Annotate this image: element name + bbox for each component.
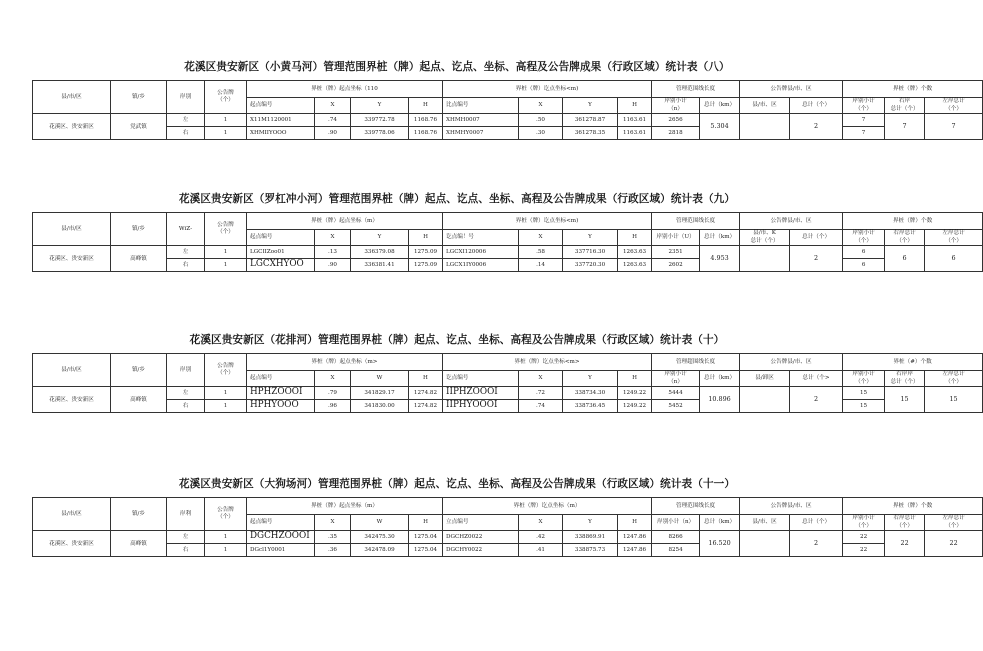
left-total-header-line1: 左岸总计 — [942, 515, 965, 521]
notice-sub-cell — [740, 114, 790, 140]
end-h-cell: 1249.22 — [618, 400, 652, 413]
bank-length-cell: 2602 — [652, 259, 700, 272]
bank-length-header-line2: （n） — [668, 378, 683, 385]
county-cell: 花溪区、贵安新区 — [33, 246, 111, 272]
notice-total-cell: 2 — [790, 531, 843, 557]
end-y-cell: 338875.73 — [563, 544, 618, 557]
notice-sub-header-line1: 县/市、区 — [752, 101, 777, 108]
start-h-cell: 1275.04 — [409, 531, 443, 544]
notice-count-header-line1: 公告牌 — [217, 506, 234, 513]
right-total-header — [885, 515, 925, 531]
town-header: 镇/乡 — [111, 81, 167, 114]
bank-cell: 左 — [167, 387, 205, 400]
notice-total-header: 总计（个） — [790, 98, 843, 114]
town-header: 镇/乡 — [111, 498, 167, 531]
right-total-cell: 7 — [885, 114, 925, 140]
start-h-header: H — [409, 515, 443, 531]
start-y-cell: 342475.30 — [351, 531, 409, 544]
table-title: 花溪区贵安新区（罗杠冲小河）管理范围界桩（牌）起点、讫点、坐标、高程及公告牌成果（行政区域）统计表（九） — [178, 193, 736, 205]
town-cell: 高峰镇 — [111, 246, 167, 272]
end-h-cell: 1247.86 — [618, 544, 652, 557]
end-x-cell: .30 — [519, 127, 563, 140]
start-y-cell: 339778.06 — [351, 127, 409, 140]
left-total-cell: 15 — [925, 387, 983, 413]
table-title: 花溪区贵安新区（大狗场河）管理范围界桩（牌）起点、讫点、坐标、高程及公告牌成果（行政区域）统计表（十一） — [178, 478, 736, 490]
notice-sub-cell — [740, 246, 790, 272]
start-x-cell: .35 — [315, 531, 351, 544]
end-coords-header: 界桩（牌）讫点坐标<m) — [443, 81, 652, 98]
notice-region-header: 公告牌县/市、区 — [740, 498, 843, 515]
end-y-cell: 338734.30 — [563, 387, 618, 400]
notice-cell: 1 — [205, 544, 247, 557]
notice-count-header — [205, 213, 247, 246]
right-total-cell: 15 — [885, 387, 925, 413]
town-header: 镇/乡 — [111, 354, 167, 387]
notice-cell: 1 — [205, 114, 247, 127]
left-total-header-line1: 左岸总计 — [942, 98, 965, 104]
end-no-cell: LGCXI120006 — [443, 246, 519, 259]
table-section — [32, 476, 965, 557]
stats-table — [32, 80, 983, 140]
right-total-header-line1: 右岸岸 — [896, 371, 913, 377]
bank-stake-header-line1: 岸别小计 — [852, 98, 875, 104]
start-no-header: 起点编号 — [247, 98, 315, 114]
notice-total-cell: 2 — [790, 246, 843, 272]
start-no-cell: HPHZOOOI — [247, 387, 315, 400]
notice-total-header: 总计（个） — [790, 515, 843, 531]
end-x-cell: .41 — [519, 544, 563, 557]
stake-count-header: 界桩（牌）个数 — [843, 213, 983, 230]
end-no-cell: DGCHZ0022 — [443, 531, 519, 544]
bank-cell: 右 — [167, 259, 205, 272]
end-no-cell: XHMH0007 — [443, 114, 519, 127]
stats-table — [32, 212, 983, 272]
stake-count-header: 界桩（#）个数 — [843, 354, 983, 371]
end-no-cell: LGCX1IY0006 — [443, 259, 519, 272]
notice-sub-cell — [740, 531, 790, 557]
left-total-header — [925, 98, 983, 114]
start-no-cell: LGCXHYOO — [247, 259, 315, 272]
notice-count-header — [205, 354, 247, 387]
notice-total-header: 总计（个） — [790, 230, 843, 246]
bank-stake-cell: 22 — [843, 531, 885, 544]
right-total-cell: 6 — [885, 246, 925, 272]
end-no-cell: DGCHY0022 — [443, 544, 519, 557]
bank-header: 岸别 — [167, 81, 205, 114]
bank-stake-cell: 15 — [843, 387, 885, 400]
start-h-cell: 1275.09 — [409, 246, 443, 259]
bank-stake-header — [843, 515, 885, 531]
bank-length-header — [652, 98, 700, 114]
start-h-cell: 1274.82 — [409, 387, 443, 400]
notice-count-header-line2: （个） — [217, 229, 234, 236]
end-h-cell: 1163.61 — [618, 114, 652, 127]
bank-stake-header — [843, 98, 885, 114]
notice-count-header — [205, 498, 247, 531]
end-coords-header: 界桩（牌）讫点坐标<m) — [443, 213, 652, 230]
bank-stake-header — [843, 371, 885, 387]
end-y-header: Y — [563, 371, 618, 387]
notice-sub-cell — [740, 387, 790, 413]
bank-cell: 左 — [167, 531, 205, 544]
start-h-cell: 1274.82 — [409, 400, 443, 413]
town-header: 镇/乡 — [111, 213, 167, 246]
notice-sub-header-line1: 县/市、区 — [752, 518, 777, 525]
bank-header: 岸利 — [167, 498, 205, 531]
start-coords-header: 界桩（牌）起点坐标（m> — [247, 354, 443, 371]
bank-length-header — [652, 371, 700, 387]
table-title: 花溪区贵安新区（小黄马河）管理范围界桩（牌）起点、讫点、坐标、高程及公告牌成果（行政区域）统计表（八） — [184, 61, 730, 73]
right-total-cell: 22 — [885, 531, 925, 557]
bank-cell: 左 — [167, 114, 205, 127]
bank-length-cell: 8254 — [652, 544, 700, 557]
table-section — [32, 332, 965, 413]
notice-cell: 1 — [205, 259, 247, 272]
header-row — [33, 81, 983, 98]
end-x-header: X — [519, 371, 563, 387]
length-header: 管理范围线长度 — [652, 498, 740, 515]
start-y-cell: 336381.41 — [351, 259, 409, 272]
left-total-header-line1: 左岸总计 — [942, 371, 965, 377]
right-total-header-line2: （个） — [896, 237, 913, 244]
end-y-cell: 361278.87 — [563, 114, 618, 127]
right-total-header-line2: 总计（个） — [890, 105, 919, 112]
header-row — [33, 213, 983, 230]
bank-stake-cell: 7 — [843, 114, 885, 127]
notice-region-header: 公告牌县/市、区 — [740, 213, 843, 230]
start-y-header: Y — [351, 230, 409, 246]
left-total-header-line2: （个） — [945, 105, 962, 112]
start-no-cell: XHMIIYOOO — [247, 127, 315, 140]
start-h-cell: 1275.04 — [409, 544, 443, 557]
stats-table — [32, 353, 983, 413]
table-section — [32, 59, 965, 140]
bank-stake-header-line2: （个） — [855, 237, 872, 244]
end-h-header: H — [618, 98, 652, 114]
bank-stake-cell: 6 — [843, 246, 885, 259]
start-coords-header: 界桩（牌）起点坐标（110 — [247, 81, 443, 98]
left-total-header-line1: 左岸总计 — [942, 230, 965, 236]
end-y-cell: 337720.30 — [563, 259, 618, 272]
end-x-cell: .50 — [519, 114, 563, 127]
end-y-header: Y — [563, 515, 618, 531]
county-header: 县/市/区 — [33, 354, 111, 387]
table-row — [33, 531, 983, 544]
length-header: 管理范围线长度 — [652, 213, 740, 230]
bank-length-cell: 8266 — [652, 531, 700, 544]
end-no-header: 讫点编号 — [443, 371, 519, 387]
start-y-cell: 342478.09 — [351, 544, 409, 557]
left-total-header-line2: （个） — [945, 237, 962, 244]
notice-region-header: 公告牌县/市、区 — [740, 81, 843, 98]
end-h-cell: 1249.22 — [618, 387, 652, 400]
end-x-cell: .14 — [519, 259, 563, 272]
start-coords-header: 界桩（牌）起点坐标（m） — [247, 213, 443, 230]
town-cell: 党武镇 — [111, 114, 167, 140]
notice-cell: 1 — [205, 400, 247, 413]
bank-length-header-line1: 岸别小计（n） — [656, 518, 695, 525]
notice-count-header-line1: 公告牌 — [217, 89, 234, 96]
start-h-cell: 1168.76 — [409, 127, 443, 140]
bank-stake-cell: 15 — [843, 400, 885, 413]
county-header: 县/市/区 — [33, 498, 111, 531]
end-h-header: H — [618, 515, 652, 531]
left-total-header — [925, 230, 983, 246]
bank-length-cell: 5444 — [652, 387, 700, 400]
bank-cell: 右 — [167, 127, 205, 140]
notice-total-cell: 2 — [790, 387, 843, 413]
total-km-header: 总计（km） — [700, 230, 740, 246]
left-total-cell: 22 — [925, 531, 983, 557]
end-coords-header: 界桩（牌）讫点坐标（m） — [443, 498, 652, 515]
left-total-header-line2: （个） — [945, 522, 962, 529]
bank-length-cell: 2351 — [652, 246, 700, 259]
start-x-cell: .13 — [315, 246, 351, 259]
county-header: 县/市/区 — [33, 213, 111, 246]
notice-cell: 1 — [205, 127, 247, 140]
bank-cell: 右 — [167, 400, 205, 413]
bank-length-header — [652, 515, 700, 531]
notice-region-header: 公告牌县/市、区 — [740, 354, 843, 371]
table-title: 花溪区贵安新区（花排河）管理范围界桩（牌）起点、讫点、坐标、高程及公告牌成果（行政区域）统计表（十） — [189, 334, 725, 346]
town-cell: 高峰镇 — [111, 387, 167, 413]
end-x-header: X — [519, 98, 563, 114]
bank-stake-header-line2: （个） — [855, 105, 872, 112]
end-coords-header: 界桩（牌）讫点坐标<m> — [443, 354, 652, 371]
start-y-cell: 336379.08 — [351, 246, 409, 259]
left-total-header-line2: （个） — [945, 378, 962, 385]
stats-table — [32, 497, 983, 557]
start-no-header: 起点编号 — [247, 515, 315, 531]
start-h-header: H — [409, 230, 443, 246]
bank-length-cell: 5452 — [652, 400, 700, 413]
total-km-cell: 5.304 — [700, 114, 740, 140]
start-y-cell: 341830.00 — [351, 400, 409, 413]
end-h-cell: 1247.86 — [618, 531, 652, 544]
start-no-header: 起点编号 — [247, 371, 315, 387]
start-x-header: X — [315, 371, 351, 387]
end-no-header: 比点编号 — [443, 98, 519, 114]
end-h-header: H — [618, 230, 652, 246]
total-km-header: 总计（km） — [700, 515, 740, 531]
start-h-cell: 1275.09 — [409, 259, 443, 272]
start-h-header: H — [409, 98, 443, 114]
bank-stake-header-line1: 岸别小计 — [852, 515, 875, 521]
end-h-cell: 1163.61 — [618, 127, 652, 140]
notice-cell: 1 — [205, 387, 247, 400]
table-row — [33, 387, 983, 400]
start-x-cell: .90 — [315, 127, 351, 140]
header-row — [33, 498, 983, 515]
end-x-header: X — [519, 515, 563, 531]
end-h-cell: 1263.63 — [618, 246, 652, 259]
notice-cell: 1 — [205, 531, 247, 544]
start-no-cell: DGcl1Y0001 — [247, 544, 315, 557]
bank-header: 岸别 — [167, 354, 205, 387]
start-no-cell: DGCHZOOOI — [247, 531, 315, 544]
start-y-header: Y — [351, 98, 409, 114]
county-cell: 花溪区、贵安新区 — [33, 387, 111, 413]
bank-stake-header-line2: （个） — [855, 522, 872, 529]
end-y-cell: 337716.30 — [563, 246, 618, 259]
notice-count-header — [205, 81, 247, 114]
right-total-header-line1: 右岸总计 — [893, 230, 916, 236]
notice-sub-header-line1: 县/市、K — [753, 230, 776, 236]
end-y-header: Y — [563, 230, 618, 246]
end-no-cell: IIPHYOOOI — [443, 400, 519, 413]
start-x-cell: .96 — [315, 400, 351, 413]
end-y-cell: 338736.45 — [563, 400, 618, 413]
right-total-header-line1: 右岸总计 — [893, 515, 916, 521]
end-no-header: 讫点编！号 — [443, 230, 519, 246]
start-x-header: X — [315, 98, 351, 114]
right-total-header-line2: （个） — [896, 522, 913, 529]
start-h-cell: 1168.76 — [409, 114, 443, 127]
total-km-header: 总计（km） — [700, 98, 740, 114]
notice-sub-header-line1: 县/卸区 — [755, 374, 774, 381]
stake-count-header: 界桩（牌）个数 — [843, 81, 983, 98]
start-x-cell: .90 — [315, 259, 351, 272]
bank-stake-header — [843, 230, 885, 246]
start-y-cell: 341829.17 — [351, 387, 409, 400]
right-total-header — [885, 230, 925, 246]
notice-count-header-line2: （个） — [217, 514, 234, 521]
notice-sub-header — [740, 98, 790, 114]
start-no-cell: LGCIIZoo01 — [247, 246, 315, 259]
start-y-cell: 339772.78 — [351, 114, 409, 127]
bank-length-cell: 2818 — [652, 127, 700, 140]
bank-stake-cell: 7 — [843, 127, 885, 140]
end-no-cell: IIPHZOOOI — [443, 387, 519, 400]
bank-cell: 右 — [167, 544, 205, 557]
bank-cell: 左 — [167, 246, 205, 259]
notice-count-header-line1: 公告牌 — [217, 362, 234, 369]
right-total-header — [885, 98, 925, 114]
bank-length-header-line2: （n） — [668, 105, 683, 112]
notice-total-cell: 2 — [790, 114, 843, 140]
total-km-header: 总计（km） — [700, 371, 740, 387]
start-y-header: W — [351, 515, 409, 531]
start-y-header: W — [351, 371, 409, 387]
left-total-header — [925, 371, 983, 387]
county-header: 县/市/区 — [33, 81, 111, 114]
end-x-cell: .74 — [519, 400, 563, 413]
length-header: 管理范围线长度 — [652, 81, 740, 98]
table-row — [33, 114, 983, 127]
end-no-header: 立点编号 — [443, 515, 519, 531]
start-no-cell: HPHYOOO — [247, 400, 315, 413]
start-x-cell: .74 — [315, 114, 351, 127]
start-x-header: X — [315, 515, 351, 531]
end-y-cell: 338869.91 — [563, 531, 618, 544]
notice-total-header: 总计（个> — [790, 371, 843, 387]
bank-length-header-line1: 岸别小计（U） — [656, 233, 695, 240]
right-total-header-line2: 总计（个） — [890, 378, 919, 385]
notice-sub-header — [740, 515, 790, 531]
notice-sub-header — [740, 371, 790, 387]
county-cell: 花溪区、贵安新区 — [33, 531, 111, 557]
bank-length-header — [652, 230, 700, 246]
bank-stake-header-line1: 岸别小计 — [852, 230, 875, 236]
county-cell: 花溪区、贵安新区 — [33, 114, 111, 140]
end-x-cell: .72 — [519, 387, 563, 400]
right-total-header-line1: 右岸 — [898, 98, 911, 104]
right-total-header — [885, 371, 925, 387]
end-x-cell: .58 — [519, 246, 563, 259]
notice-count-header-line2: （个） — [217, 370, 234, 377]
start-x-cell: .79 — [315, 387, 351, 400]
table-section — [32, 191, 965, 272]
notice-count-header-line2: （个） — [217, 97, 234, 104]
end-h-cell: 1263.63 — [618, 259, 652, 272]
start-no-header: 起点编号 — [247, 230, 315, 246]
length-header: 管理超围线长度 — [652, 354, 740, 371]
total-km-cell: 4.953 — [700, 246, 740, 272]
end-no-cell: XHMHY0007 — [443, 127, 519, 140]
left-total-cell: 7 — [925, 114, 983, 140]
header-row — [33, 354, 983, 371]
end-y-header: Y — [563, 98, 618, 114]
end-x-header: X — [519, 230, 563, 246]
town-cell: 高峰镇 — [111, 531, 167, 557]
end-x-cell: .42 — [519, 531, 563, 544]
start-x-cell: .36 — [315, 544, 351, 557]
start-h-header: H — [409, 371, 443, 387]
notice-count-header-line1: 公告牌 — [217, 221, 234, 228]
start-coords-header: 界桩（牌）起点坐标（m） — [247, 498, 443, 515]
end-y-cell: 361278.35 — [563, 127, 618, 140]
table-row — [33, 246, 983, 259]
end-h-header: H — [618, 371, 652, 387]
bank-length-cell: 2656 — [652, 114, 700, 127]
bank-header: WiZ- — [167, 213, 205, 246]
total-km-cell: 10.896 — [700, 387, 740, 413]
start-x-header: X — [315, 230, 351, 246]
bank-length-header-line1: 岸别小计 — [664, 98, 687, 104]
bank-length-header-line1: 岸别小计 — [664, 371, 687, 377]
left-total-cell: 6 — [925, 246, 983, 272]
total-km-cell: 16.520 — [700, 531, 740, 557]
bank-stake-cell: 6 — [843, 259, 885, 272]
notice-sub-header-line2: 总计（个） — [750, 237, 779, 244]
notice-sub-header — [740, 230, 790, 246]
bank-stake-cell: 22 — [843, 544, 885, 557]
bank-stake-header-line1: 岸别小计 — [852, 371, 875, 377]
left-total-header — [925, 515, 983, 531]
stake-count-header: 界桩（牌）个数 — [843, 498, 983, 515]
notice-cell: 1 — [205, 246, 247, 259]
bank-stake-header-line2: （个） — [855, 378, 872, 385]
start-no-cell: X11M1120001 — [247, 114, 315, 127]
